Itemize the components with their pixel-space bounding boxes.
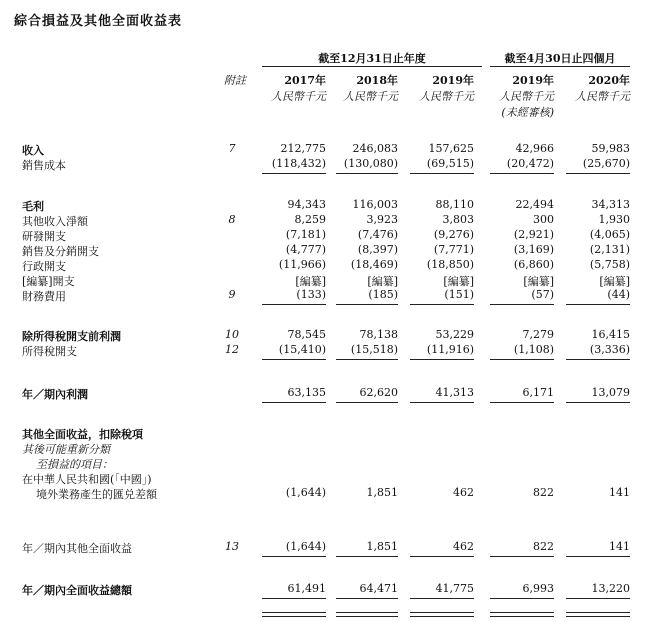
double-underline <box>490 612 554 617</box>
row-value: (4,065) <box>589 228 630 241</box>
row-value: (15,410) <box>278 343 326 356</box>
underline <box>566 304 630 305</box>
row-value: 1,851 <box>366 540 398 553</box>
group-header-year-rule <box>262 66 482 67</box>
row-note: 9 <box>228 288 236 301</box>
underline <box>410 598 474 599</box>
row-value: 8,259 <box>294 213 326 226</box>
underline <box>336 359 398 360</box>
row-label: 收入 <box>22 144 44 157</box>
row-value: 61,491 <box>287 582 326 595</box>
row-value: 7,279 <box>522 328 554 341</box>
double-underline <box>262 612 326 617</box>
row-value: (3,336) <box>589 343 630 356</box>
row-value: (130,080) <box>343 157 398 170</box>
row-value: 3,923 <box>366 213 398 226</box>
row-value: (133) <box>296 288 326 301</box>
row-note: 13 <box>225 540 239 553</box>
double-underline <box>410 612 474 617</box>
row-value: (15,518) <box>350 343 398 356</box>
row-value: 462 <box>453 486 474 499</box>
currency-header-5: 人民幣千元 <box>575 90 630 103</box>
row-label: 毛利 <box>22 200 44 213</box>
row-value: 41,775 <box>435 582 474 595</box>
row-note: 12 <box>225 343 239 356</box>
row-value: 78,138 <box>359 328 398 341</box>
row-value: 212,775 <box>280 142 326 155</box>
underline <box>262 359 326 360</box>
row-value: 13,220 <box>591 582 630 595</box>
statement-title: 綜合損益及其他全面收益表 <box>14 14 183 29</box>
row-label: 財務費用 <box>22 290 66 303</box>
row-value: (11,916) <box>426 343 474 356</box>
row-value: (18,469) <box>350 258 398 271</box>
year-header-2019: 2019年 <box>432 74 474 87</box>
underline <box>490 556 554 557</box>
row-label: 銷售及分銷開支 <box>22 245 99 258</box>
row-value: [編纂] <box>367 275 398 288</box>
row-value: 822 <box>533 486 554 499</box>
row-label: 其後可能重新分類 <box>22 443 110 456</box>
row-value: 6,993 <box>522 582 554 595</box>
row-value: [編纂] <box>523 275 554 288</box>
year-header-2019-period: 2019年 <box>512 74 554 87</box>
underline <box>410 304 474 305</box>
row-label: 年／期內其他全面收益 <box>22 542 132 555</box>
row-label: 研發開支 <box>22 230 66 243</box>
row-label: 在中華人民共和國(「中國」) <box>22 473 152 486</box>
year-header-2017: 2017年 <box>284 74 326 87</box>
row-label: 銷售成本 <box>22 159 66 172</box>
row-value: 63,135 <box>287 386 326 399</box>
row-value: 1,851 <box>366 486 398 499</box>
underline <box>410 173 474 174</box>
row-value: (69,515) <box>426 157 474 170</box>
underline <box>262 402 326 403</box>
row-value: 64,471 <box>359 582 398 595</box>
note-column-header: 附註 <box>224 74 246 87</box>
row-value: 59,983 <box>591 142 630 155</box>
row-value: 116,003 <box>352 198 398 211</box>
underline <box>336 402 398 403</box>
currency-header-1: 人民幣千元 <box>271 90 326 103</box>
group-header-year: 截至12月31日止年度 <box>318 52 426 65</box>
row-value: 16,415 <box>591 328 630 341</box>
row-value: 141 <box>609 540 630 553</box>
row-value: (8,397) <box>357 243 398 256</box>
year-header-2020-period: 2020年 <box>588 74 630 87</box>
row-label: [編纂]開支 <box>22 275 75 288</box>
row-value: 300 <box>533 213 554 226</box>
row-note: 8 <box>228 213 236 226</box>
row-value: (11,966) <box>278 258 326 271</box>
row-value: (1,644) <box>285 486 326 499</box>
row-value: [編纂] <box>443 275 474 288</box>
double-underline <box>566 612 630 617</box>
currency-header-4: 人民幣千元 <box>499 90 554 103</box>
row-label: 行政開支 <box>22 260 66 273</box>
row-value: 13,079 <box>591 386 630 399</box>
underline <box>566 402 630 403</box>
row-value: (9,276) <box>433 228 474 241</box>
underline <box>566 556 630 557</box>
row-value: (57) <box>531 288 554 301</box>
row-label: 至損益的項目： <box>36 458 113 471</box>
row-value: 822 <box>533 540 554 553</box>
row-value: 157,625 <box>428 142 474 155</box>
row-label: 其他收入淨額 <box>22 215 88 228</box>
row-value: (25,670) <box>582 157 630 170</box>
row-value: 1,930 <box>598 213 630 226</box>
row-value: [編纂] <box>599 275 630 288</box>
row-value: (151) <box>444 288 474 301</box>
row-value: (5,758) <box>589 258 630 271</box>
row-label: 年／期內全面收益總額 <box>22 584 132 597</box>
row-value: (2,131) <box>589 243 630 256</box>
underline <box>262 598 326 599</box>
row-value: (2,921) <box>513 228 554 241</box>
underline <box>490 598 554 599</box>
row-note: 7 <box>228 142 236 155</box>
underline <box>566 359 630 360</box>
row-value: (118,432) <box>271 157 326 170</box>
row-value: 462 <box>453 540 474 553</box>
row-label: 年／期內利潤 <box>22 388 88 401</box>
row-value: 88,110 <box>435 198 474 211</box>
underline <box>262 304 326 305</box>
row-value: (6,860) <box>513 258 554 271</box>
group-header-period-rule <box>490 66 630 67</box>
row-value: 53,229 <box>435 328 474 341</box>
row-value: (1,108) <box>513 343 554 356</box>
underline <box>566 598 630 599</box>
row-value: 6,171 <box>522 386 554 399</box>
row-value: (18,850) <box>426 258 474 271</box>
underline <box>262 173 326 174</box>
underline <box>410 402 474 403</box>
underline <box>490 402 554 403</box>
row-value: [編纂] <box>295 275 326 288</box>
row-value: 94,343 <box>287 198 326 211</box>
underline <box>336 304 398 305</box>
row-value: 41,313 <box>435 386 474 399</box>
row-label: 所得稅開支 <box>22 345 77 358</box>
row-value: 141 <box>609 486 630 499</box>
row-label: 境外業務產生的匯兑差額 <box>36 488 157 501</box>
row-value: 3,803 <box>442 213 474 226</box>
row-value: (4,777) <box>285 243 326 256</box>
underline <box>410 556 474 557</box>
row-value: (185) <box>368 288 398 301</box>
row-value: (20,472) <box>506 157 554 170</box>
year-header-2018: 2018年 <box>356 74 398 87</box>
group-header-period: 截至4月30日止四個月 <box>504 52 616 65</box>
underline <box>490 173 554 174</box>
row-value: 78,545 <box>287 328 326 341</box>
underline <box>490 359 554 360</box>
row-value: 246,083 <box>352 142 398 155</box>
underline <box>490 304 554 305</box>
underline <box>410 359 474 360</box>
row-value: 22,494 <box>515 198 554 211</box>
underline <box>336 173 398 174</box>
row-value: 34,313 <box>591 198 630 211</box>
unaudited-label: (未經審核) <box>501 106 554 119</box>
row-value: (3,169) <box>513 243 554 256</box>
underline <box>566 173 630 174</box>
row-value: (7,476) <box>357 228 398 241</box>
row-note: 10 <box>225 328 239 341</box>
underline <box>336 556 398 557</box>
underline <box>262 556 326 557</box>
currency-header-3: 人民幣千元 <box>419 90 474 103</box>
row-value: (1,644) <box>285 540 326 553</box>
underline <box>336 598 398 599</box>
row-label: 除所得稅開支前利潤 <box>22 330 121 343</box>
row-value: 62,620 <box>359 386 398 399</box>
row-value: (7,181) <box>285 228 326 241</box>
row-value: (7,771) <box>433 243 474 256</box>
row-value: 42,966 <box>515 142 554 155</box>
double-underline <box>336 612 398 617</box>
row-value: (44) <box>607 288 630 301</box>
currency-header-2: 人民幣千元 <box>343 90 398 103</box>
row-label: 其他全面收益，扣除稅項 <box>22 428 143 441</box>
